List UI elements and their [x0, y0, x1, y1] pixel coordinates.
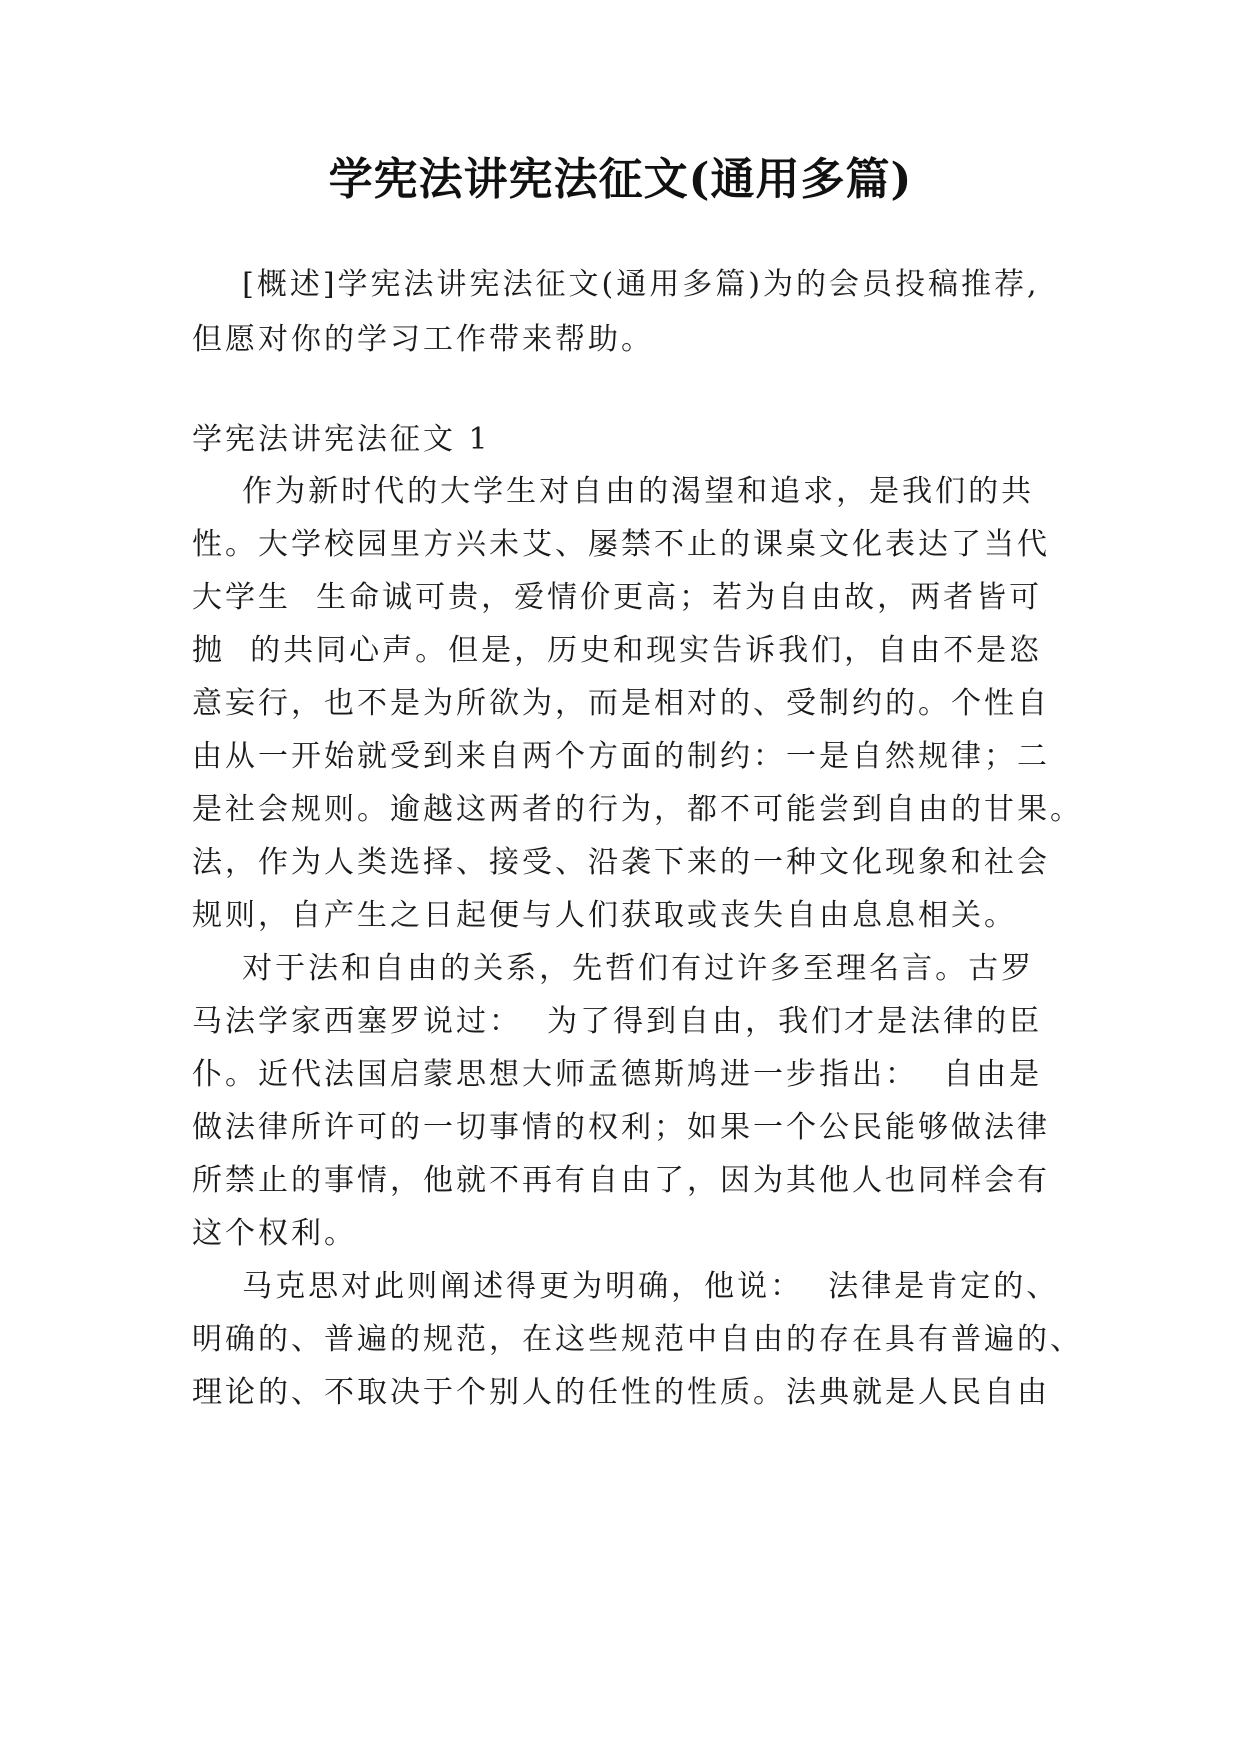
body-line: 做法律所许可的一切事情的权利；如果一个公民能够做法律: [192, 1110, 1050, 1145]
body-line: 规则，自产生之日起便与人们获取或丧失自由息息相关。: [192, 898, 1017, 933]
document-title: 学宪法讲宪法征文(通用多篇): [328, 154, 913, 205]
body-line: 作为新时代的大学生对自由的渴望和追求，是我们的共: [192, 474, 1035, 509]
body-line: 所禁止的事情，他就不再有自由了，因为其他人也同样会有: [192, 1163, 1050, 1198]
body-line: 由从一开始就受到来自两个方面的制约：一是自然规律；二: [192, 739, 1050, 774]
body-line: 意妄行，也不是为所欲为，而是相对的、受制约的。个性自: [192, 686, 1050, 721]
body-line: 仆。近代法国启蒙思想大师孟德斯鸠进一步指出： 自由是: [192, 1057, 1043, 1092]
body-line: 抛 的共同心声。但是，历史和现实告诉我们，自由不是恣: [192, 633, 1043, 668]
body-line: 性。大学校园里方兴未艾、屡禁不止的课桌文化表达了当代: [192, 527, 1050, 562]
summary-line: [概述]学宪法讲宪法征文(通用多篇)为的会员投稿推荐,: [192, 267, 1040, 302]
body-line: 法，作为人类选择、接受、沿袭下来的一种文化现象和社会: [192, 845, 1050, 880]
summary-line: 但愿对你的学习工作带来帮助。: [192, 322, 654, 357]
body-line: 是社会规则。逾越这两者的行为，都不可能尝到自由的甘果。: [192, 792, 1083, 827]
body-line: 明确的、普遍的规范，在这些规范中自由的存在具有普遍的、: [192, 1322, 1083, 1357]
body-line: 理论的、不取决于个别人的任性的性质。法典就是人民自由: [192, 1375, 1050, 1410]
body-line: 大学生 生命诚可贵，爱情价更高；若为自由故，两者皆可: [192, 580, 1043, 615]
body-line: 马法学家西塞罗说过： 为了得到自由，我们才是法律的臣: [192, 1004, 1043, 1039]
section-heading: 学宪法讲宪法征文 1: [192, 422, 491, 457]
body-line: 马克思对此则阐述得更为明确，他说： 法律是肯定的、: [192, 1269, 1060, 1304]
body-line: 这个权利。: [192, 1216, 357, 1251]
body-line: 对于法和自由的关系，先哲们有过许多至理名言。古罗: [192, 951, 1035, 986]
